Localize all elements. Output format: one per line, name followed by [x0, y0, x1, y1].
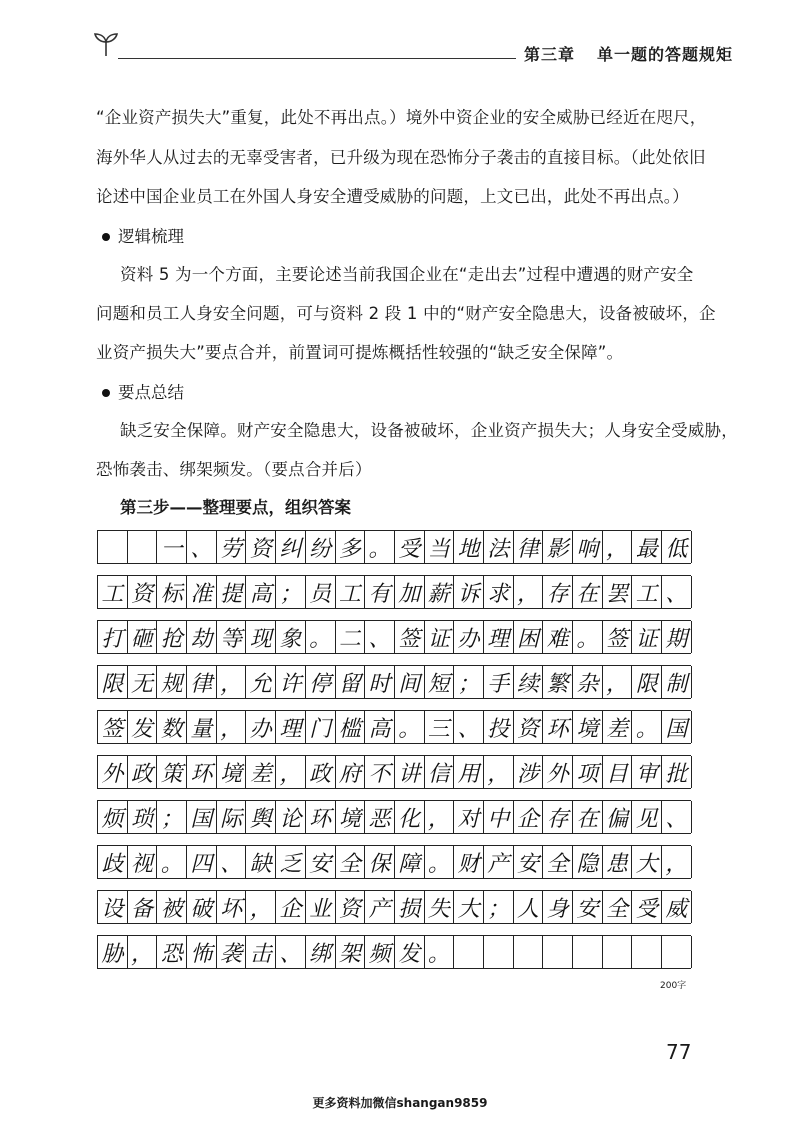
grid-cell: 劳: [217, 531, 247, 563]
grid-cell: 时: [365, 666, 395, 698]
grid-cell: 。: [573, 621, 603, 653]
header-rule: [118, 58, 516, 59]
grid-cell: 府: [336, 756, 366, 788]
grid-cell: 外: [98, 756, 128, 788]
grid-cell: 工: [98, 576, 128, 608]
grid-cell: 许: [276, 666, 306, 698]
grid-cell: 打: [98, 621, 128, 653]
body-text-line: 缺乏安全保障。财产安全隐患大，设备被破坏，企业资产损失大；人身安全受威胁，: [120, 421, 738, 440]
grid-cell: 论: [276, 801, 306, 833]
grid-cell: 、: [217, 846, 247, 878]
step-heading: 第三步——整理要点，组织答案: [120, 498, 351, 517]
grid-cell: 最: [632, 531, 662, 563]
grid-cell: 证: [632, 621, 662, 653]
grid-cell: 项: [573, 756, 603, 788]
grid-cell: 。: [632, 711, 662, 743]
grid-cell: 一: [157, 531, 187, 563]
grid-cell: 业: [306, 891, 336, 923]
grid-cell: 停: [306, 666, 336, 698]
section-bullet: [102, 227, 184, 247]
grid-cell: 恐: [157, 936, 187, 968]
grid-cell: 有: [365, 576, 395, 608]
grid-cell: 响: [573, 531, 603, 563]
grid-cell: 击: [246, 936, 276, 968]
grid-cell: ，: [128, 936, 158, 968]
grid-cell: 保: [365, 846, 395, 878]
grid-cell: [603, 936, 633, 968]
grid-cell: 象: [276, 621, 306, 653]
grid-cell: 对: [454, 801, 484, 833]
section-bullet: [102, 383, 184, 403]
grid-cell: 大: [454, 891, 484, 923]
grid-cell: 目: [603, 756, 633, 788]
grid-cell: 。: [425, 936, 455, 968]
grid-row: [97, 845, 691, 879]
grid-cell: 人: [514, 891, 544, 923]
grid-cell: [98, 531, 128, 563]
grid-cell: [128, 531, 158, 563]
grid-cell: 讲: [395, 756, 425, 788]
grid-cell: 胁: [98, 936, 128, 968]
grid-cell: 诉: [454, 576, 484, 608]
grid-cell: 纷: [306, 531, 336, 563]
grid-cell: 、: [276, 936, 306, 968]
grid-cell: [632, 936, 662, 968]
grid-cell: 低: [662, 531, 692, 563]
grid-cell: 患: [603, 846, 633, 878]
grid-cell: 。: [306, 621, 336, 653]
sprout-icon: [92, 30, 120, 58]
grid-cell: 难: [543, 621, 573, 653]
grid-cell: ，: [276, 756, 306, 788]
grid-cell: 环: [543, 711, 573, 743]
grid-cell: 准: [187, 576, 217, 608]
grid-cell: 产: [484, 846, 514, 878]
grid-cell: 在: [573, 576, 603, 608]
grid-cell: 受: [632, 891, 662, 923]
grid-cell: 槛: [336, 711, 366, 743]
grid-cell: ，: [662, 846, 692, 878]
grid-cell: 产: [365, 891, 395, 923]
grid-cell: ，: [484, 756, 514, 788]
grid-cell: 签: [395, 621, 425, 653]
grid-row: [97, 755, 691, 789]
grid-cell: 大: [632, 846, 662, 878]
grid-cell: 允: [246, 666, 276, 698]
grid-cell: 资: [128, 576, 158, 608]
grid-cell: 证: [425, 621, 455, 653]
grid-row: [97, 530, 691, 564]
body-text-line: “企业资产损失大”重复，此处不再出点。）境外中资企业的安全威胁已经近在咫尺，: [96, 108, 707, 127]
grid-row: [97, 890, 691, 924]
grid-cell: 办: [246, 711, 276, 743]
grid-cell: 手: [484, 666, 514, 698]
grid-cell: [543, 936, 573, 968]
grid-cell: 损: [395, 891, 425, 923]
grid-cell: 等: [217, 621, 247, 653]
grid-cell: 见: [632, 801, 662, 833]
grid-cell: 存: [543, 801, 573, 833]
grid-cell: 加: [395, 576, 425, 608]
grid-cell: 续: [514, 666, 544, 698]
grid-cell: 中: [484, 801, 514, 833]
body-text-line: 恐怖袭击、绑架频发。（要点合并后）: [96, 460, 372, 479]
grid-cell: ，: [514, 576, 544, 608]
grid-cell: 涉: [514, 756, 544, 788]
grid-row: [97, 620, 691, 654]
grid-cell: 国: [662, 711, 692, 743]
grid-cell: 歧: [98, 846, 128, 878]
grid-cell: 、: [187, 531, 217, 563]
grid-cell: 现: [246, 621, 276, 653]
bullet-label: 逻辑梳理: [118, 227, 184, 246]
grid-cell: ；: [454, 666, 484, 698]
grid-cell: 期: [662, 621, 692, 653]
bullet-label: 要点总结: [118, 383, 184, 402]
page-number: 77: [666, 1040, 692, 1064]
grid-cell: 四: [187, 846, 217, 878]
grid-row: [97, 710, 691, 744]
grid-cell: ，: [603, 666, 633, 698]
grid-cell: 高: [365, 711, 395, 743]
grid-cell: 资: [514, 711, 544, 743]
grid-cell: 规: [157, 666, 187, 698]
grid-cell: 政: [306, 756, 336, 788]
grid-cell: 境: [573, 711, 603, 743]
chapter-title: 单一题的答题规矩: [597, 45, 734, 64]
grid-cell: 境: [217, 756, 247, 788]
grid-cell: [514, 936, 544, 968]
grid-cell: 发: [395, 936, 425, 968]
grid-cell: 繁: [543, 666, 573, 698]
grid-cell: 抢: [157, 621, 187, 653]
grid-cell: 工: [336, 576, 366, 608]
grid-cell: 频: [365, 936, 395, 968]
grid-cell: 用: [454, 756, 484, 788]
grid-cell: 缺: [246, 846, 276, 878]
grid-cell: 工: [632, 576, 662, 608]
grid-cell: 理: [276, 711, 306, 743]
grid-cell: 乏: [276, 846, 306, 878]
grid-cell: 间: [395, 666, 425, 698]
grid-cell: 制: [662, 666, 692, 698]
grid-cell: 签: [603, 621, 633, 653]
grid-cell: 舆: [246, 801, 276, 833]
grid-cell: 存: [543, 576, 573, 608]
grid-cell: 办: [454, 621, 484, 653]
grid-cell: 当: [425, 531, 455, 563]
grid-cell: 视: [128, 846, 158, 878]
grid-cell: 外: [543, 756, 573, 788]
grid-cell: 隐: [573, 846, 603, 878]
grid-cell: 高: [246, 576, 276, 608]
grid-cell: 策: [157, 756, 187, 788]
grid-cell: 政: [128, 756, 158, 788]
grid-cell: 境: [336, 801, 366, 833]
grid-cell: [484, 936, 514, 968]
grid-cell: 无: [128, 666, 158, 698]
grid-cell: 多: [336, 531, 366, 563]
body-text-line: 业资产损失大”要点合并，前置词可提炼概括性较强的“缺乏安全保障”。: [96, 343, 624, 362]
grid-cell: 薪: [425, 576, 455, 608]
grid-cell: 劫: [187, 621, 217, 653]
chapter-number: 第三章: [524, 45, 576, 64]
grid-cell: 琐: [128, 801, 158, 833]
grid-cell: 、: [365, 621, 395, 653]
grid-cell: 安: [573, 891, 603, 923]
grid-cell: 门: [306, 711, 336, 743]
body-text-line: 资料 5 为一个方面，主要论述当前我国企业在“走出去”过程中遭遇的财产安全: [120, 265, 694, 284]
grid-cell: 财: [454, 846, 484, 878]
grid-cell: 怖: [187, 936, 217, 968]
grid-cell: 、: [662, 576, 692, 608]
grid-cell: 、: [454, 711, 484, 743]
grid-cell: 批: [662, 756, 692, 788]
grid-cell: 数: [157, 711, 187, 743]
grid-cell: 求: [484, 576, 514, 608]
grid-cell: 二: [336, 621, 366, 653]
grid-cell: 律: [514, 531, 544, 563]
grid-cell: 环: [306, 801, 336, 833]
grid-cell: 资: [246, 531, 276, 563]
grid-cell: 发: [128, 711, 158, 743]
grid-cell: 员: [306, 576, 336, 608]
grid-cell: 限: [98, 666, 128, 698]
grid-cell: 国: [187, 801, 217, 833]
grid-cell: [573, 936, 603, 968]
grid-row: [97, 935, 691, 969]
grid-cell: ，: [603, 531, 633, 563]
grid-cell: ；: [484, 891, 514, 923]
body-text-line: 问题和员工人身安全问题，可与资料 2 段 1 中的“财产安全隐患大，设备被破坏，企: [96, 304, 716, 323]
grid-cell: 受: [395, 531, 425, 563]
grid-cell: 杂: [573, 666, 603, 698]
grid-cell: 法: [484, 531, 514, 563]
grid-cell: 三: [425, 711, 455, 743]
word-count-label: 200字: [660, 981, 687, 991]
grid-cell: 失: [425, 891, 455, 923]
grid-cell: 差: [246, 756, 276, 788]
grid-cell: 化: [395, 801, 425, 833]
grid-cell: 安: [514, 846, 544, 878]
grid-cell: 。: [425, 846, 455, 878]
grid-cell: 绑: [306, 936, 336, 968]
grid-cell: 。: [395, 711, 425, 743]
grid-cell: 信: [425, 756, 455, 788]
grid-cell: 在: [573, 801, 603, 833]
grid-cell: 。: [365, 531, 395, 563]
grid-cell: 环: [187, 756, 217, 788]
grid-cell: 律: [187, 666, 217, 698]
grid-cell: 不: [365, 756, 395, 788]
grid-cell: 障: [395, 846, 425, 878]
grid-cell: 坏: [217, 891, 247, 923]
grid-cell: 理: [484, 621, 514, 653]
grid-cell: 罢: [603, 576, 633, 608]
grid-cell: 全: [543, 846, 573, 878]
grid-cell: 提: [217, 576, 247, 608]
grid-cell: 备: [128, 891, 158, 923]
grid-cell: [662, 936, 692, 968]
grid-cell: ，: [217, 666, 247, 698]
grid-cell: 袭: [217, 936, 247, 968]
grid-cell: 短: [425, 666, 455, 698]
grid-cell: 全: [603, 891, 633, 923]
bullet-icon: [102, 233, 110, 241]
grid-cell: 差: [603, 711, 633, 743]
grid-cell: 全: [336, 846, 366, 878]
body-text-line: 海外华人从过去的无辜受害者，已升级为现在恐怖分子袭击的直接目标。（此处依旧: [96, 148, 706, 167]
grid-cell: 量: [187, 711, 217, 743]
grid-cell: 限: [632, 666, 662, 698]
body-text-line: 论述中国企业员工在外国人身安全遭受威胁的问题，上文已出，此处不再出点。）: [96, 187, 689, 206]
grid-row: [97, 575, 691, 609]
grid-row: [97, 800, 691, 834]
grid-cell: 设: [98, 891, 128, 923]
grid-cell: 签: [98, 711, 128, 743]
footer-note: 更多资料加微信shangan9859: [312, 1096, 488, 1110]
grid-cell: 。: [157, 846, 187, 878]
grid-cell: 恶: [365, 801, 395, 833]
grid-cell: 架: [336, 936, 366, 968]
grid-cell: 影: [543, 531, 573, 563]
grid-cell: ；: [276, 576, 306, 608]
grid-cell: 身: [543, 891, 573, 923]
grid-cell: 被: [157, 891, 187, 923]
grid-cell: 困: [514, 621, 544, 653]
grid-cell: 纠: [276, 531, 306, 563]
grid-cell: 留: [336, 666, 366, 698]
grid-cell: ，: [217, 711, 247, 743]
grid-cell: 审: [632, 756, 662, 788]
bullet-icon: [102, 389, 110, 397]
grid-cell: ；: [157, 801, 187, 833]
grid-cell: 际: [217, 801, 247, 833]
grid-cell: 安: [306, 846, 336, 878]
grid-cell: 资: [336, 891, 366, 923]
grid-cell: ，: [246, 891, 276, 923]
grid-cell: 地: [454, 531, 484, 563]
grid-cell: 企: [276, 891, 306, 923]
grid-cell: [454, 936, 484, 968]
grid-cell: 投: [484, 711, 514, 743]
grid-cell: 烦: [98, 801, 128, 833]
grid-cell: 标: [157, 576, 187, 608]
grid-cell: 偏: [603, 801, 633, 833]
grid-cell: ，: [425, 801, 455, 833]
grid-row: [97, 665, 691, 699]
grid-cell: 砸: [128, 621, 158, 653]
grid-cell: 威: [662, 891, 692, 923]
grid-cell: 、: [662, 801, 692, 833]
grid-cell: 企: [514, 801, 544, 833]
grid-cell: 破: [187, 891, 217, 923]
chapter-header: [524, 42, 733, 65]
